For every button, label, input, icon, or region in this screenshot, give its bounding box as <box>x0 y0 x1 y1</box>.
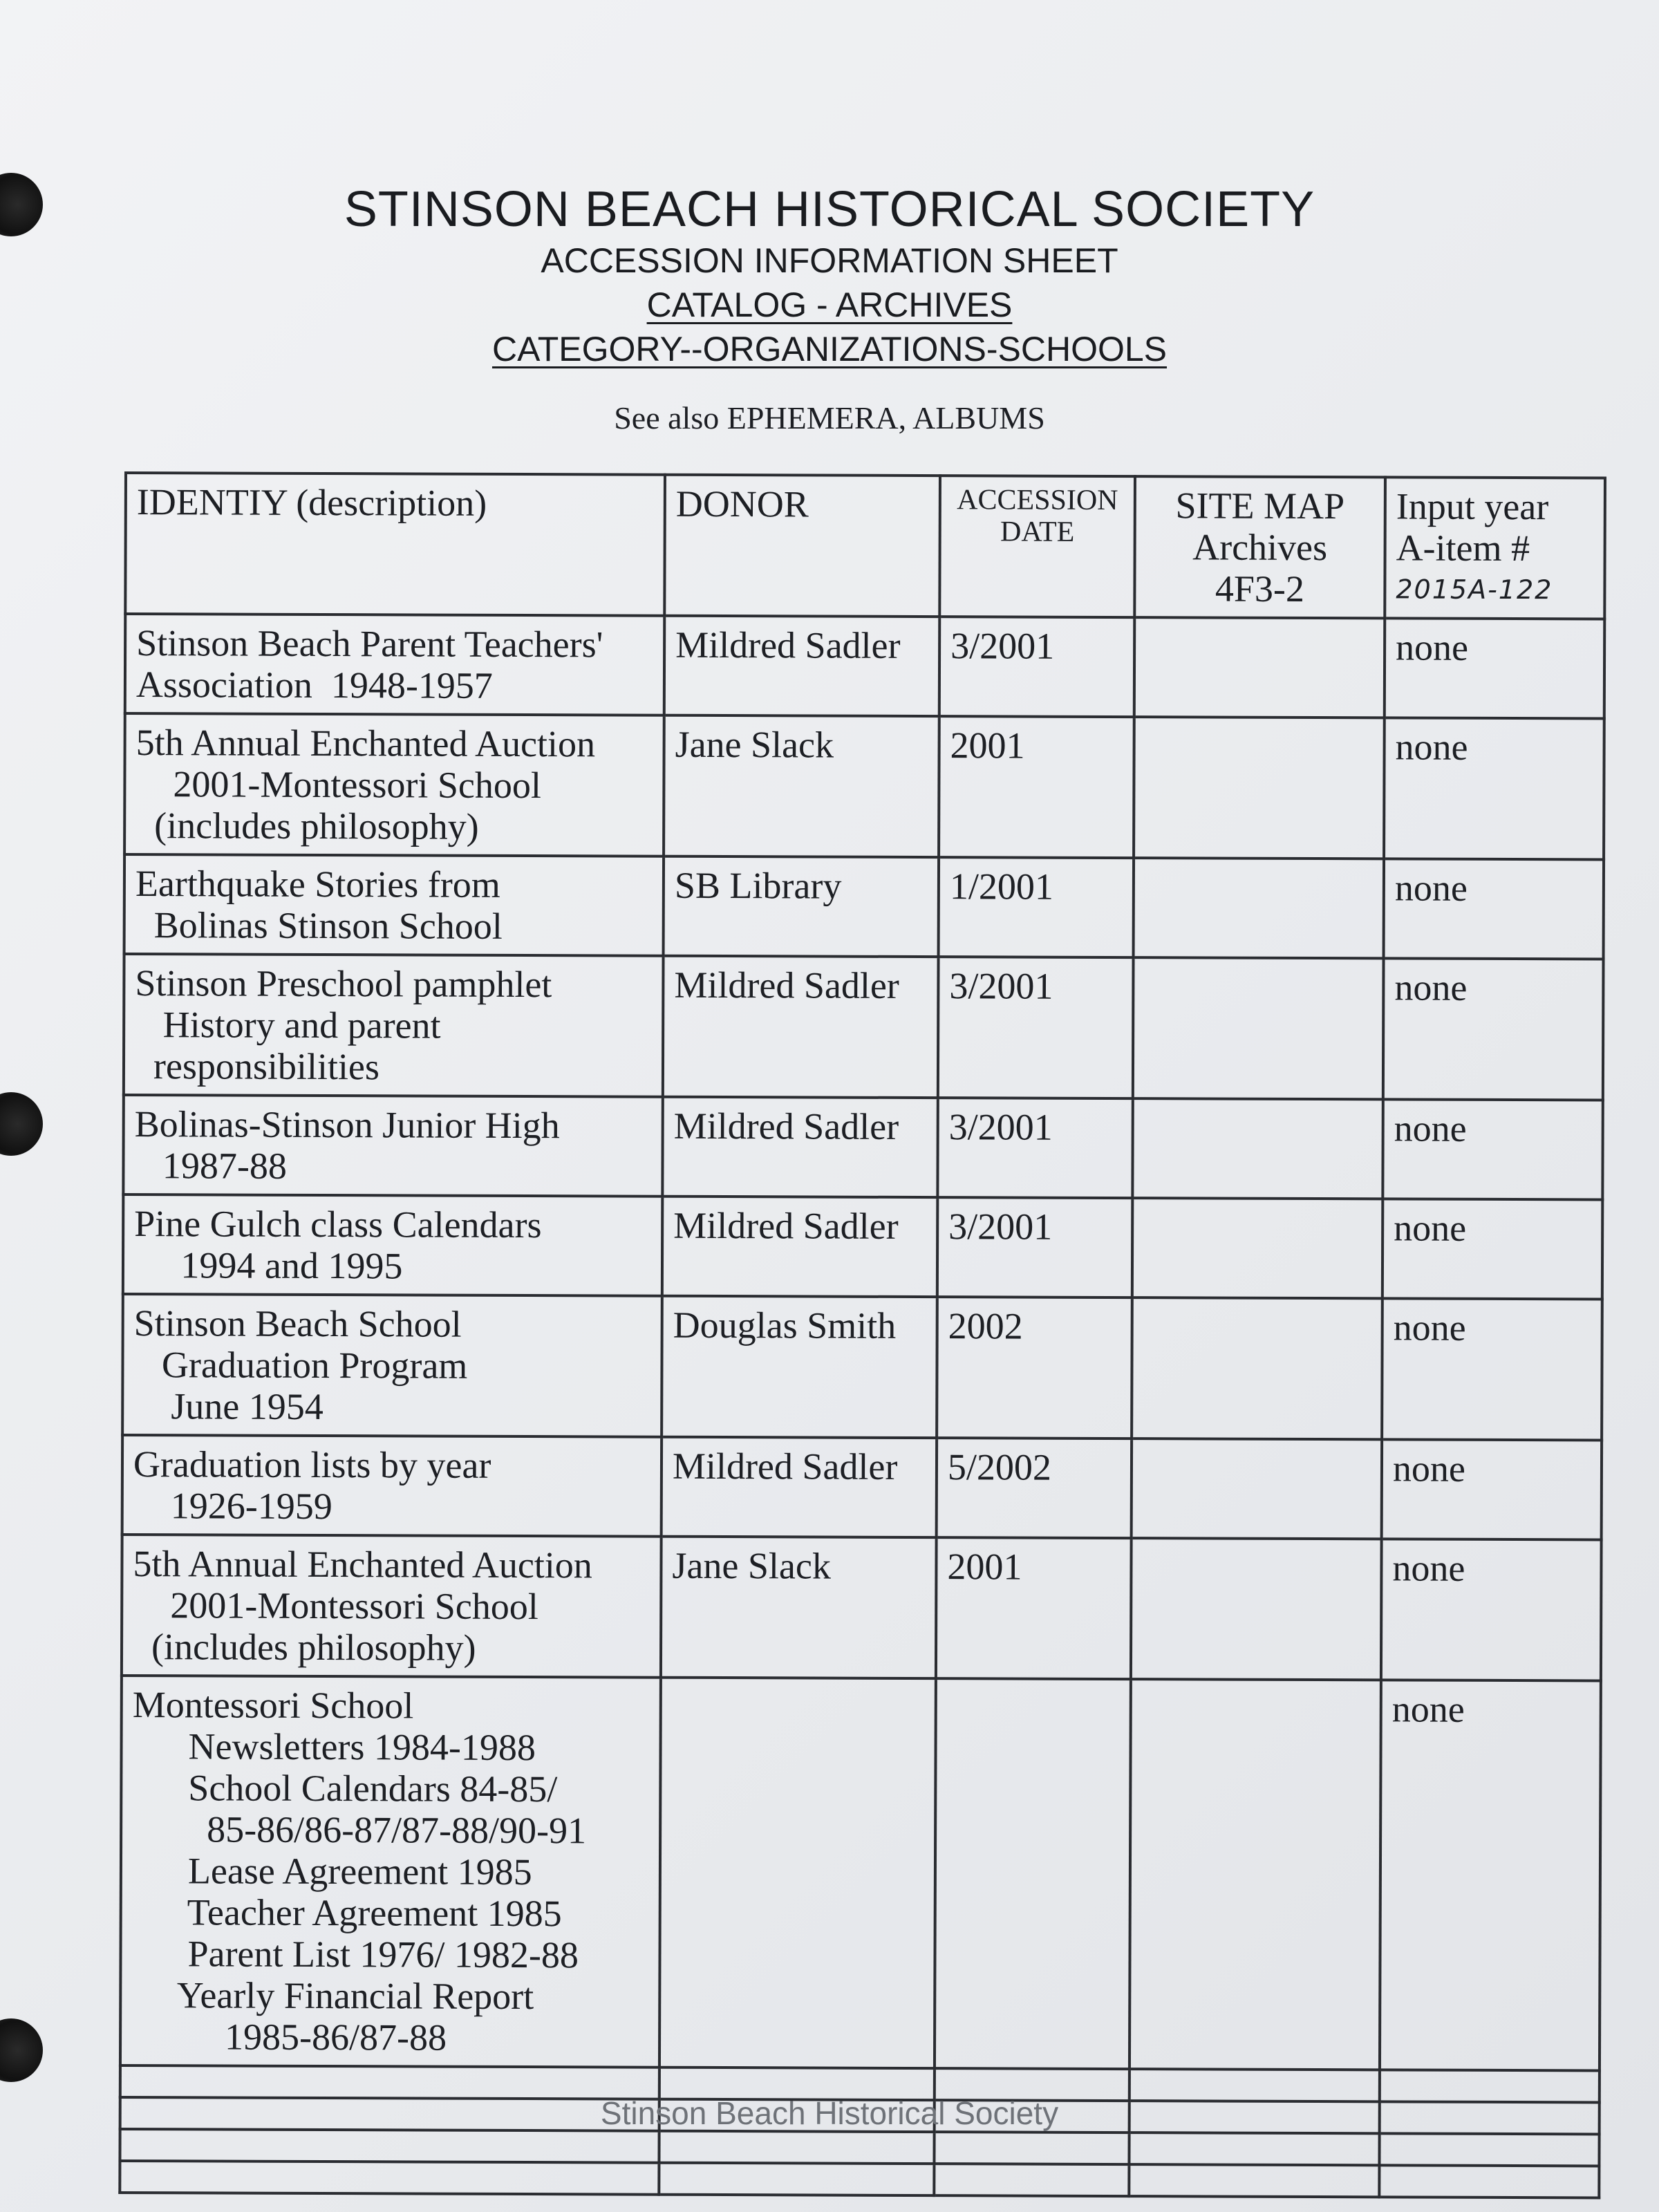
see-also-note: See also EPHEMERA, ALBUMS <box>614 400 1045 435</box>
cell-identity <box>125 614 664 715</box>
cell-identity <box>122 1294 662 1437</box>
catalog-heading-text: CATALOG - ARCHIVES <box>646 285 1013 324</box>
identity-line: Newsletters 1984-1988 <box>132 1725 536 1769</box>
handwritten-item-number: 2015A-122 <box>1396 574 1553 606</box>
identity-line: 5th Annual Enchanted Auction <box>135 722 596 765</box>
identity-line: 1926-1959 <box>133 1485 332 1528</box>
cell-input-year: none <box>1380 1680 1601 2070</box>
cell-donor: Douglas Smith <box>662 1296 937 1438</box>
identity-line: June 1954 <box>133 1385 324 1428</box>
cell-accession-date: 2001 <box>936 1537 1132 1679</box>
cell-accession-date: 3/2001 <box>937 1197 1133 1297</box>
cell-input-year: none <box>1385 618 1605 718</box>
cell-site-map <box>1134 617 1385 718</box>
table-row <box>124 713 1604 859</box>
cell-identity <box>122 1435 662 1537</box>
identity-line: Graduation lists by year <box>133 1443 491 1486</box>
cell-accession-date: 5/2002 <box>937 1438 1132 1538</box>
identity-line: Lease Agreement 1985 <box>131 1850 532 1893</box>
table-row <box>123 1194 1602 1299</box>
cell-accession-date: 2001 <box>939 716 1134 858</box>
accession-table <box>118 471 1606 2199</box>
watermark-footer: Stinson Beach Historical Society <box>600 2095 1059 2131</box>
header-site-map <box>1134 476 1385 618</box>
header-aitem-label: A-item # <box>1396 527 1530 570</box>
cell-input-year: none <box>1381 1539 1602 1680</box>
cell-site-map <box>1132 1438 1382 1539</box>
cell-input-year: none <box>1382 1199 1603 1299</box>
table-row <box>124 954 1604 1100</box>
header-location-code: 4F3-2 <box>1215 568 1305 610</box>
cell-donor: SB Library <box>664 856 939 957</box>
header-donor <box>664 475 940 617</box>
identity-line: Association 1948-1957 <box>135 664 493 706</box>
cell-accession-date: 3/2001 <box>937 1098 1133 1198</box>
identity-line: 1985-86/87-88 <box>131 2016 447 2059</box>
cell-accession-date: 3/2001 <box>938 957 1134 1098</box>
identity-line: responsibilities <box>134 1045 380 1088</box>
cell-identity <box>124 854 664 956</box>
identity-line: 2001-Montessori School <box>135 763 542 807</box>
cell-site-map <box>1132 1297 1382 1439</box>
identity-line: Pine Gulch class Calendars <box>134 1203 542 1246</box>
identity-line: Bolinas-Stinson Junior High <box>134 1103 560 1147</box>
header-identity <box>125 473 665 616</box>
identity-line: 2001-Montessori School <box>133 1584 538 1628</box>
binder-hole-bottom <box>0 2018 43 2082</box>
table-row <box>122 1294 1602 1440</box>
cell-site-map <box>1131 1538 1382 1680</box>
cell-donor: Jane Slack <box>664 715 939 857</box>
cell-input-year: none <box>1382 1099 1603 1199</box>
identity-line: 1987-88 <box>134 1145 288 1187</box>
cell-identity <box>124 954 664 1097</box>
cell-input-year: none <box>1384 718 1604 859</box>
table-row <box>123 1095 1602 1199</box>
cell-accession-date <box>935 1678 1131 2069</box>
cell-identity <box>122 1535 662 1678</box>
cell-donor: Mildred Sadler <box>662 1437 937 1537</box>
identity-line: Graduation Program <box>133 1344 468 1387</box>
identity-line: Montessori School <box>132 1684 414 1727</box>
identity-line: (includes philosophy) <box>135 805 479 847</box>
identity-line: Teacher Agreement 1985 <box>131 1891 562 1935</box>
table-row <box>122 1535 1602 1680</box>
header-input-year-label: Input year <box>1396 485 1549 528</box>
header-date-label: DATE <box>1000 516 1075 548</box>
identity-line: History and parent <box>135 1004 441 1047</box>
cell-donor: Mildred Sadler <box>663 956 939 1098</box>
cell-accession-date: 2002 <box>937 1297 1132 1438</box>
binder-hole-middle <box>0 1092 43 1156</box>
identity-line: Stinson Beach School <box>133 1302 462 1345</box>
identity-line: 85-86/86-87/87-88/90-91 <box>132 1808 587 1852</box>
table-header-row <box>125 473 1605 619</box>
catalog-heading <box>0 285 1659 325</box>
identity-line: (includes philosophy) <box>132 1626 476 1669</box>
identity-line: 1994 and 1995 <box>133 1244 403 1287</box>
cell-identity <box>120 1676 661 2068</box>
cell-donor: Jane Slack <box>661 1537 937 1678</box>
cell-input-year: none <box>1382 1298 1602 1440</box>
cell-site-map <box>1130 1679 1381 2070</box>
identity-line: Earthquake Stories from <box>135 863 500 906</box>
category-heading <box>0 329 1659 369</box>
category-heading-text: CATEGORY--ORGANIZATIONS-SCHOOLS <box>491 330 1168 368</box>
cell-identity <box>124 713 664 856</box>
cell-input-year: none <box>1382 1439 1602 1539</box>
cell-site-map <box>1134 717 1385 859</box>
cell-identity <box>123 1095 662 1197</box>
cell-site-map <box>1132 1198 1383 1298</box>
identity-line: Stinson Beach Parent Teachers' <box>136 622 603 666</box>
header-identity-label: IDENTIY (description) <box>136 481 487 524</box>
cell-accession-date: 3/2001 <box>939 617 1135 717</box>
header-accession-label: ACCESSION <box>957 484 1118 517</box>
cell-site-map <box>1133 957 1384 1099</box>
header-input-year <box>1385 477 1605 619</box>
table-row <box>124 854 1604 959</box>
table-row <box>125 614 1604 718</box>
cell-donor: Mildred Sadler <box>662 1197 938 1297</box>
header-donor-label: DONOR <box>675 482 809 525</box>
blank-row <box>120 2129 1599 2166</box>
society-title: STINSON BEACH HISTORICAL SOCIETY <box>344 182 1315 237</box>
identity-line: Bolinas Stinson School <box>135 904 503 947</box>
table-row <box>122 1435 1602 1539</box>
blank-row <box>120 2161 1599 2197</box>
table-body <box>120 614 1604 2197</box>
cell-identity <box>123 1194 662 1296</box>
identity-line: 5th Annual Enchanted Auction <box>133 1543 592 1586</box>
identity-line: School Calendars 84-85/ <box>132 1767 558 1810</box>
header-accession-date <box>939 476 1135 617</box>
cell-donor: Mildred Sadler <box>664 616 940 716</box>
cell-site-map <box>1132 1098 1383 1199</box>
header-archives-label: Archives <box>1192 526 1328 569</box>
identity-line: Parent List 1976/ 1982-88 <box>131 1933 579 1976</box>
sheet-subtitle: ACCESSION INFORMATION SHEET <box>541 241 1118 280</box>
cell-input-year: none <box>1384 859 1604 959</box>
identity-line: Yearly Financial Report <box>131 1974 534 2018</box>
table-row <box>120 1676 1601 2070</box>
cell-input-year: none <box>1383 958 1604 1100</box>
cell-donor <box>659 1678 936 2068</box>
cell-site-map <box>1134 858 1385 958</box>
cell-donor: Mildred Sadler <box>662 1097 938 1197</box>
identity-line: Stinson Preschool pamphlet <box>135 962 552 1006</box>
cell-accession-date: 1/2001 <box>939 857 1134 957</box>
header-sitemap-label: SITE MAP <box>1175 485 1345 527</box>
